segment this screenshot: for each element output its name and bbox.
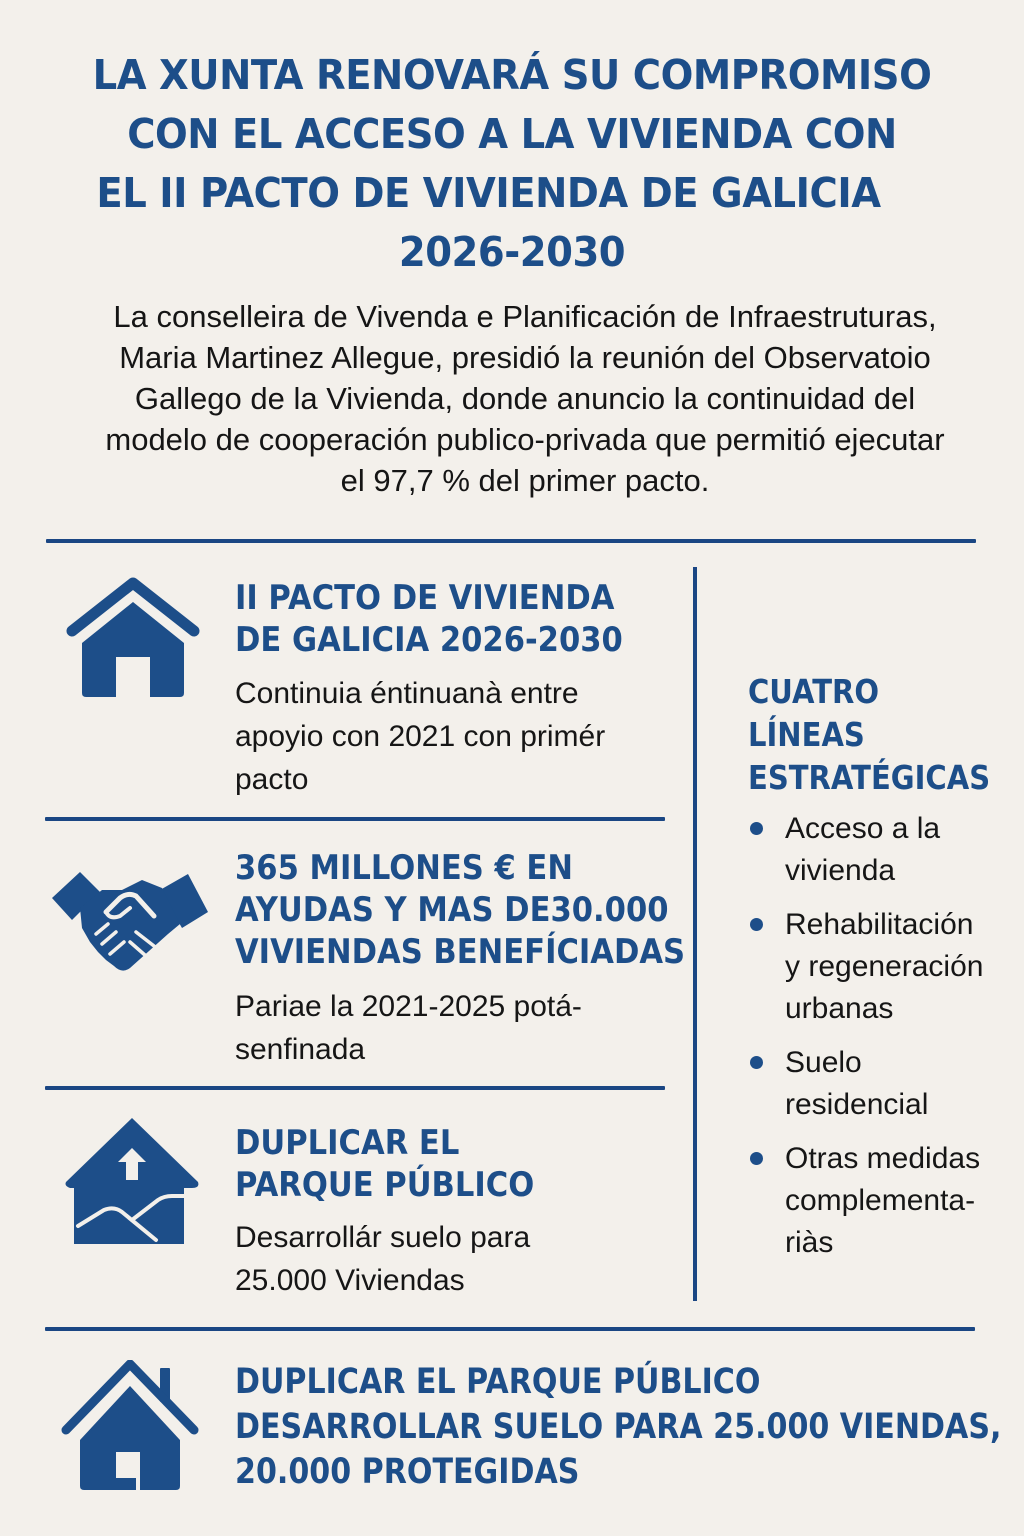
list-item: Rehabilitación y regeneración urbanas: [748, 904, 1024, 1030]
divider-vertical: [693, 567, 697, 1301]
section-body: Continuia éntinuanà entre apoyio con 2021 con primér pacto: [235, 677, 606, 796]
bullet-icon: [750, 1152, 763, 1165]
bullet-icon: [750, 1056, 763, 1069]
section-body: Desarrollár suelo para 25.000 Viviendas: [235, 1221, 531, 1297]
title-line: CON EL ACCESO A LA VIVIENDA CON: [127, 110, 897, 158]
intro-line: el 97,7 % del primer pacto.: [340, 463, 710, 498]
intro-line: modelo de cooperación publico-privada que permitió ejecutar: [105, 422, 945, 457]
house-chimney-icon: [60, 1360, 210, 1492]
page-title: [31, 46, 994, 282]
title-line: LA XUNTA RENOVARÁ SU COMPROMISO: [92, 51, 932, 99]
house-growth-icon: [64, 1116, 204, 1250]
intro-line: Maria Martinez Allegue, presidió la reunión del Observatoio: [119, 340, 931, 375]
divider-bottom: [45, 1327, 975, 1331]
divider-top: [46, 539, 976, 543]
section-title: 365 MILLONES € EN AYUDAS Y MAS DE30.000 VIVIENDAS BENEFÍCIADAS: [235, 848, 686, 972]
section-title: DUPLICAR EL PARQUE PÚBLICO: [235, 1123, 535, 1205]
divider-section-2: [45, 1086, 665, 1090]
bullet-icon: [750, 918, 763, 931]
list-item: Suelo residencial: [748, 1042, 1024, 1126]
list-item: Acceso a la vivienda: [748, 808, 1024, 892]
handshake-icon: [50, 868, 210, 978]
section-body: Pariae la 2021-2025 potá- senfinada: [235, 990, 582, 1066]
title-line: 2026-2030: [398, 228, 626, 276]
divider-section-1: [45, 817, 665, 821]
title-line: EL II PACTO DE VIVIENDA DE GALICIA: [96, 169, 881, 217]
footer-title: DUPLICAR EL PARQUE PÚBLICO DESARROLLAR SUELO PARA 25.000 VIENDAS, 20.000 PROTEGIDAS: [235, 1362, 1002, 1492]
list-item: Otras medidas complementa- riàs: [748, 1138, 1024, 1264]
intro-line: La conselleira de Vivenda e Planificación de Infraestruturas,: [113, 299, 937, 334]
bullet-icon: [750, 822, 763, 835]
strategic-lines-title: CUATRO LÍNEAS ESTRATÉGICAS: [748, 672, 991, 797]
intro-paragraph: [40, 296, 1010, 501]
house-icon: [64, 575, 202, 699]
strategic-lines-list: [748, 808, 1024, 1276]
intro-line: Gallego de la Vivienda, donde anuncio la continuidad del: [134, 381, 916, 416]
section-title: II PACTO DE VIVIENDA DE GALICIA 2026-2030: [235, 578, 623, 660]
